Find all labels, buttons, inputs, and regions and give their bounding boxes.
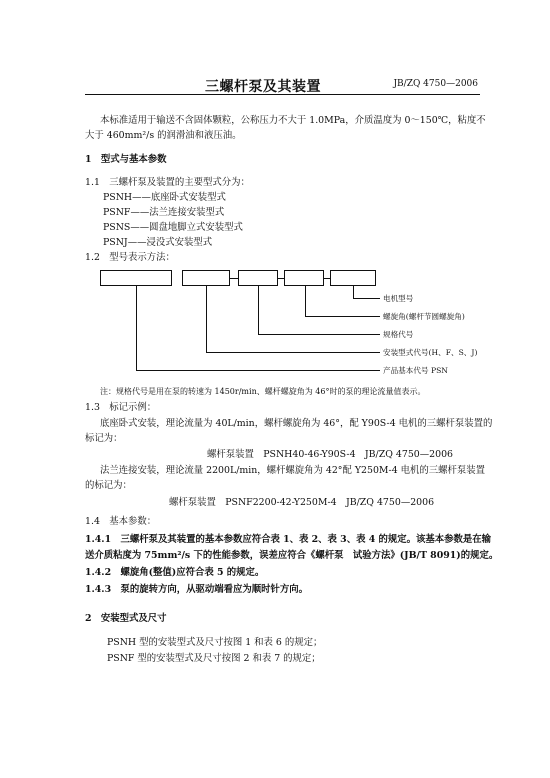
clause-1-4-2: 1.4.2 螺旋角(整值)应符合表 5 的规定。 — [85, 567, 265, 578]
install-item-psnh: PSNH 型的安装型式及尺寸按图 1 和表 6 的规定； — [107, 637, 323, 648]
label-product-base-code: 产品基本代号 PSN — [383, 366, 448, 375]
section-1-1-title: 1.1 三螺杆泵及装置的主要型式分为： — [85, 177, 250, 188]
type-item-psns: PSNS——圆盘地脚立式安装型式 — [103, 222, 243, 233]
section-1-4-title: 1.4 基本参数： — [85, 516, 157, 527]
type-item-psnf: PSNF——法兰连接安装型式 — [103, 207, 225, 218]
code-dash-1 — [230, 278, 238, 279]
leader-h-2 — [305, 316, 380, 317]
code-box-1 — [100, 270, 172, 286]
example-1-line-2: 标记为： — [85, 433, 123, 444]
leader-h-4 — [206, 352, 380, 353]
label-motor-model: 电机型号 — [383, 294, 414, 303]
example-2-line-1: 法兰连接安装，理论流量 2200L/min，螺杆螺旋角为 42°配 Y250M-4 电机的三螺杆泵装置 — [100, 465, 486, 476]
code-box-4 — [284, 270, 324, 286]
code-box-2 — [182, 270, 230, 286]
example-2-line-2: 的标记为： — [85, 480, 132, 491]
clause-1-4-3: 1.4.3 泵的旋转方向，从驱动端看应为顺时针方向。 — [85, 584, 308, 595]
leader-h-1 — [353, 298, 380, 299]
leader-v-2 — [305, 286, 306, 316]
clause-1-4-1-line-2: 送介质粘度为 75mm²/s 下的性能参数，误差应符合《螺杆泵 试验方法》(JB/T 8091)的规定。 — [85, 550, 499, 561]
diagram-note: 注：规格代号是用在泵的转速为 1450r/min、螺杆螺旋角为 46°时的泵的理论流量值表示。 — [100, 387, 426, 396]
standard-code: JB/ZQ 4750—2006 — [393, 79, 478, 89]
install-item-psnf: PSNF 型的安装型式及尺寸按图 2 和表 7 的规定； — [107, 653, 321, 664]
type-item-psnh: PSNH——底座卧式安装型式 — [103, 192, 226, 203]
example-1-line-1: 底座卧式安装，理论流量为 40L/min，螺杆螺旋角为 46°，配 Y90S-4 电机的三螺杆泵装置的 — [100, 418, 493, 429]
intro-line-1: 本标准适用于输送不含固体颗粒，公称压力不大于 1.0MPa，介质温度为 0～150℃，粘度不 — [100, 115, 486, 126]
leader-v-5 — [136, 286, 137, 370]
leader-h-5 — [136, 370, 380, 371]
section-1-2-title: 1.2 型号表示方法： — [85, 252, 175, 263]
section-1-3-title: 1.3 标记示例： — [85, 402, 157, 413]
example-1-mark: 螺杆泵装置 PSNH40-46-Y90S-4 JB/ZQ 4750—2006 — [207, 449, 453, 460]
page-header — [85, 76, 480, 95]
leader-v-1 — [353, 286, 354, 298]
label-spec-code: 规格代号 — [383, 330, 414, 339]
intro-line-2: 大于 460mm²/s 的润滑油和液压油。 — [85, 130, 242, 141]
section-2-heading: 2 安装型式及尺寸 — [85, 613, 167, 624]
label-helix-angle: 螺旋角(螺杆节圆螺旋角) — [383, 312, 465, 321]
leader-h-3 — [258, 334, 380, 335]
code-box-3 — [238, 270, 278, 286]
example-2-mark: 螺杆泵装置 PSNF2200-42-Y250M-4 JB/ZQ 4750—2006 — [169, 497, 435, 508]
code-box-5 — [330, 270, 376, 286]
page-title: 三螺杆泵及其装置 — [205, 79, 321, 95]
label-install-type-code: 安装型式代号(H、F、S、J) — [383, 348, 478, 357]
leader-v-3 — [258, 286, 259, 334]
clause-1-4-1-line-1: 1.4.1 三螺杆泵及其装置的基本参数应符合表 1、表 2、表 3、表 4 的规定。该基本参数是在输 — [85, 534, 492, 545]
leader-v-4 — [206, 286, 207, 352]
section-1-heading: 1 型式与基本参数 — [85, 154, 167, 165]
type-item-psnj: PSNJ——浸没式安装型式 — [103, 237, 213, 248]
